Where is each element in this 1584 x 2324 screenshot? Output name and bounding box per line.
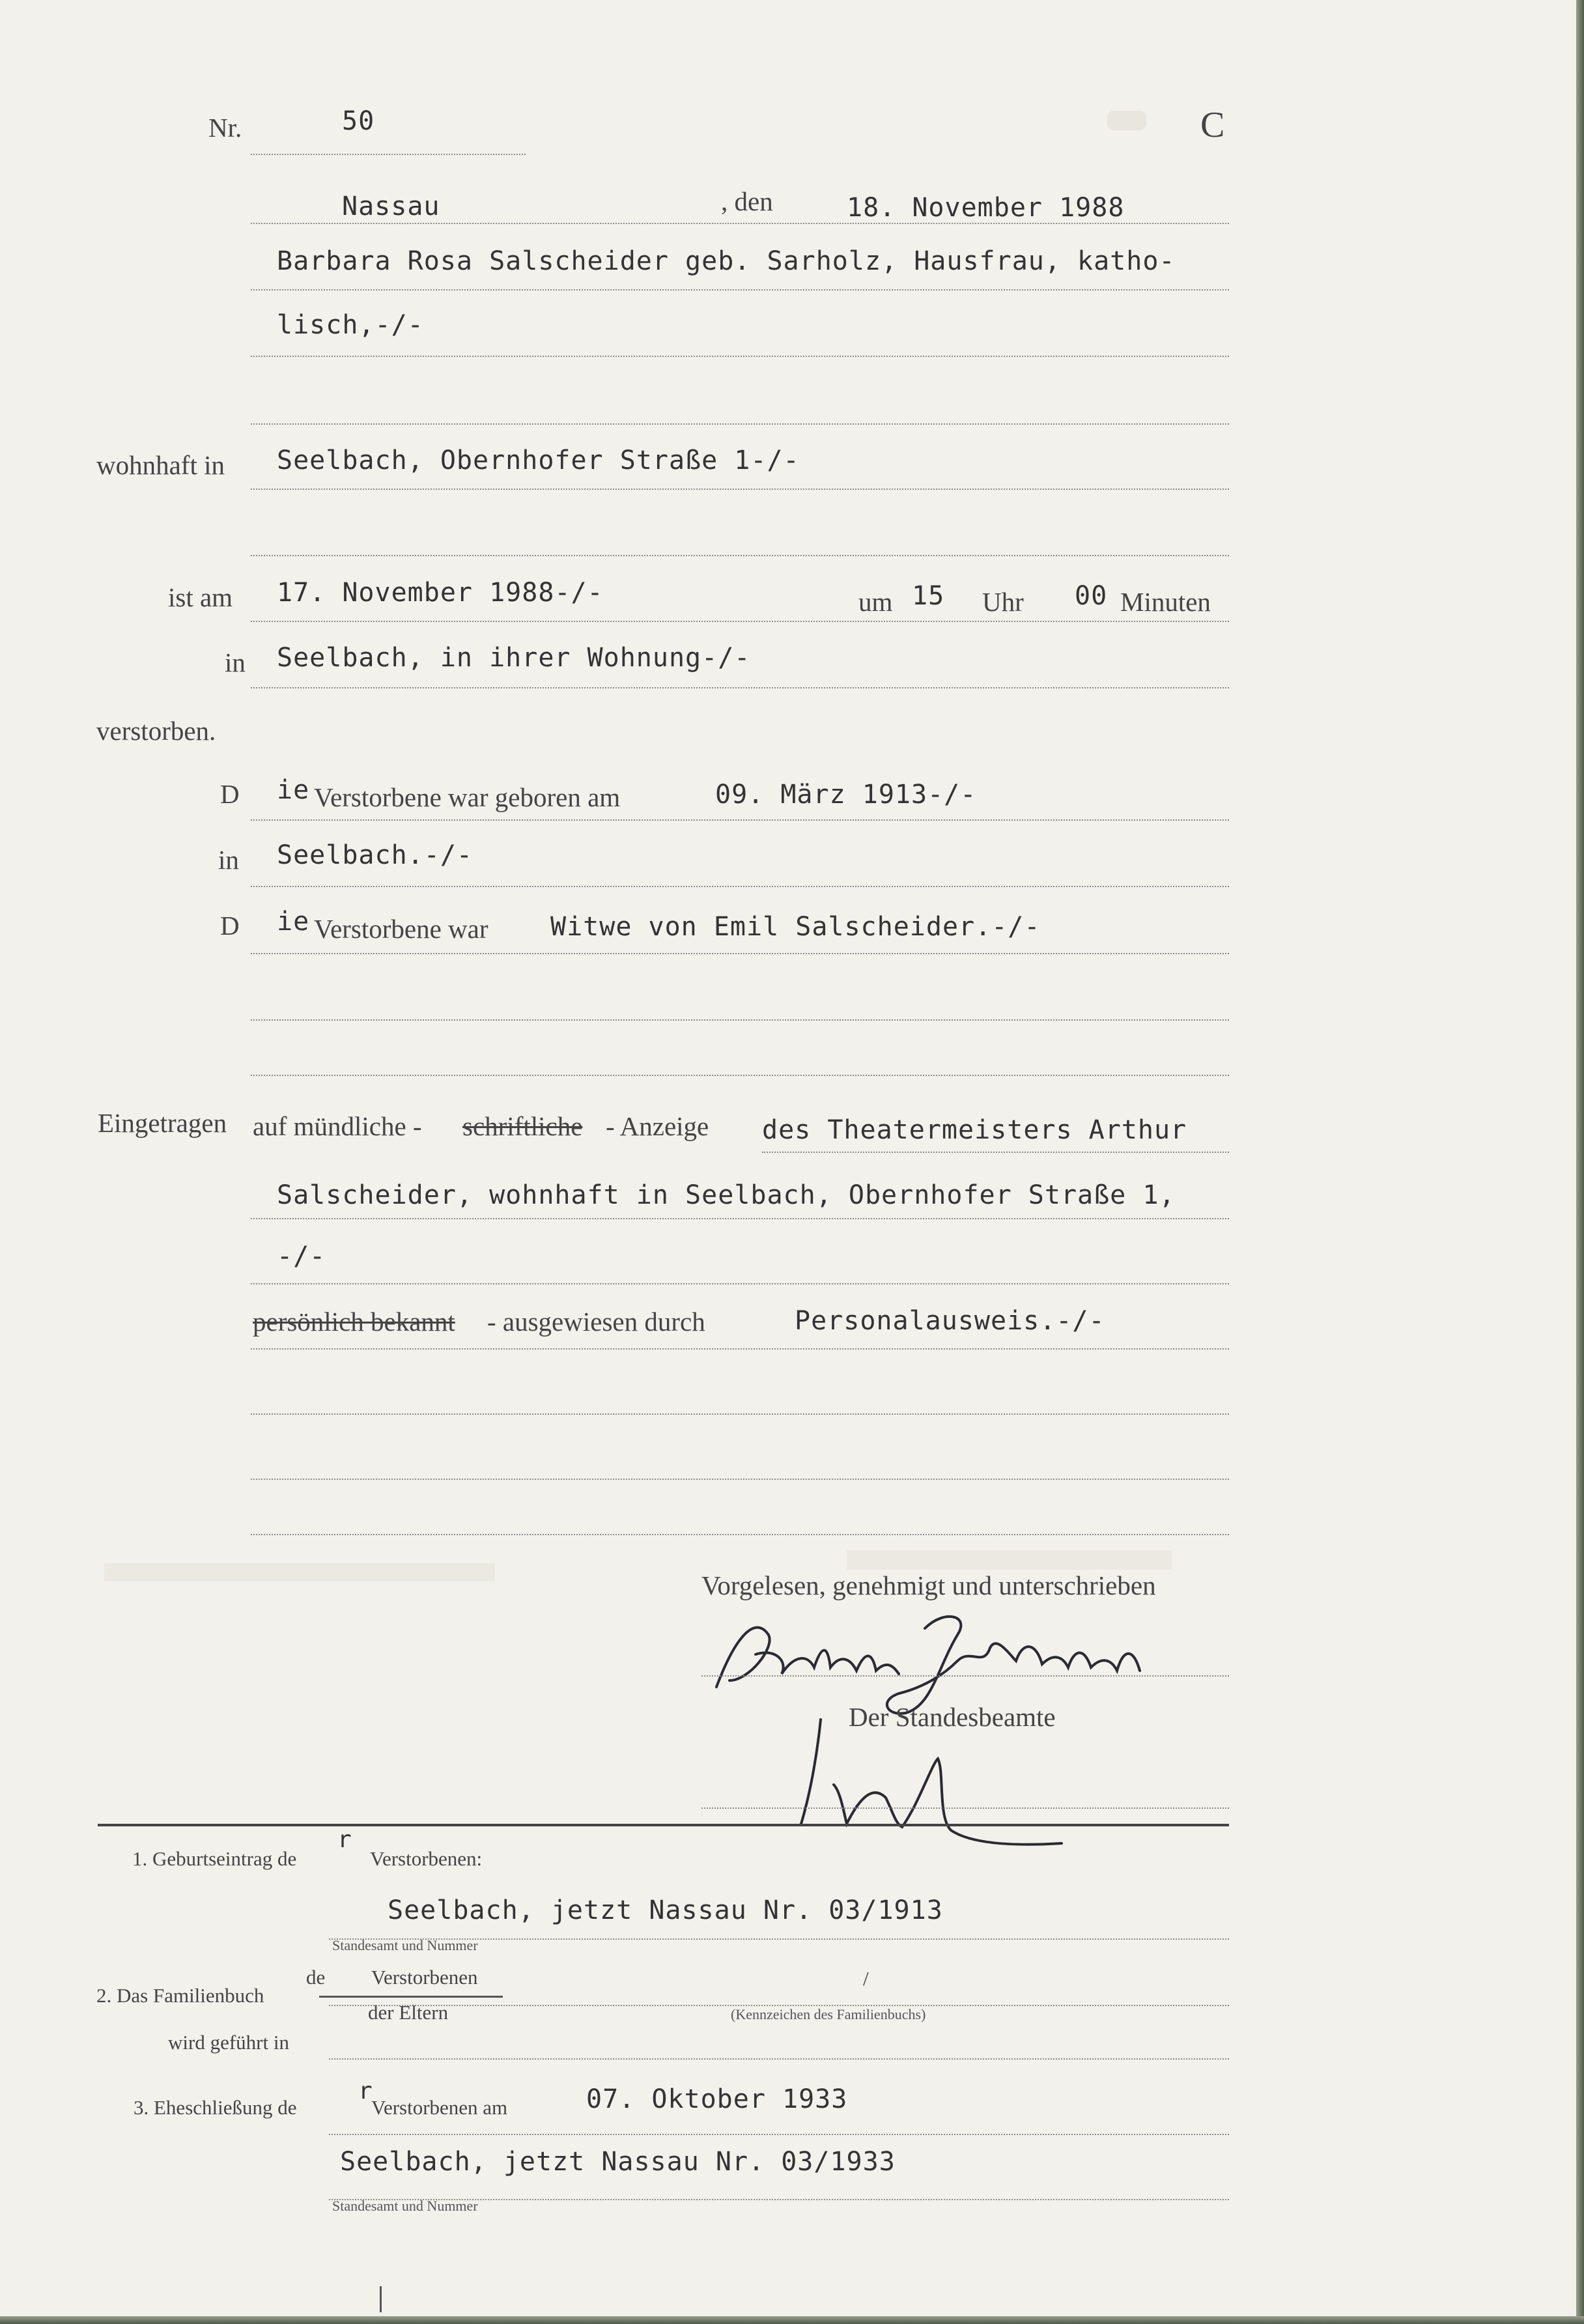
death-place-rule <box>251 687 1229 688</box>
schriftliche-struck: schriftliche <box>462 1111 583 1141</box>
minutes-value: 00 <box>1075 581 1108 611</box>
item3-rule <box>329 2134 1229 2135</box>
marital-value: Witwe von Emil Salscheider.-/- <box>550 912 1041 942</box>
informant-rule-2 <box>251 1218 1229 1219</box>
death-date-rule <box>251 621 1229 622</box>
residence-rule-2 <box>251 555 1229 556</box>
war-label: Verstorbene war <box>314 914 488 944</box>
binding-mark <box>380 2286 382 2312</box>
id-document-value: Personalausweis.-/- <box>795 1306 1105 1336</box>
registrar-signature <box>762 1713 1068 1856</box>
bleed-through-mark <box>1107 111 1146 130</box>
birth-place-rule <box>251 886 1229 887</box>
person-line-3-rule <box>251 423 1229 425</box>
item2-de: de <box>306 1966 326 1989</box>
informant-line-2: Salscheider, wohnhaft in Seelbach, Obernhofer Straße 1, <box>277 1180 1176 1210</box>
blank-rule-2 <box>251 1479 1229 1480</box>
informant-rule-1 <box>762 1152 1229 1153</box>
den-label: , den <box>721 186 773 216</box>
d-letter-2: D <box>220 911 240 941</box>
informant-line-3: -/- <box>277 1241 326 1271</box>
ausgewiesen-label: - ausgewiesen durch <box>487 1307 705 1337</box>
marital-rule-2 <box>251 1019 1229 1021</box>
item2-gefuehrt-label: wird geführt in <box>168 2031 289 2054</box>
marital-rule <box>251 953 1229 954</box>
item2-verstorbenen: Verstorbenen <box>371 1966 478 1989</box>
ie-suffix: ie <box>277 775 310 805</box>
item2-kennzeichen-caption: (Kennzeichen des Familienbuchs) <box>731 2006 926 2022</box>
standesbeamte-label: Der Standesbeamte <box>849 1702 1056 1732</box>
item3-date: 07. Oktober 1933 <box>586 2084 848 2114</box>
vorgelesen-text: Vorgelesen, genehmigt und unterschrieben <box>701 1570 1156 1600</box>
nr-label: Nr. <box>208 113 242 143</box>
person-line-2-rule <box>251 356 1229 357</box>
item1-value: Seelbach, jetzt Nassau Nr. 03/1913 <box>388 1895 943 1925</box>
residence-value: Seelbach, Obernhofer Straße 1-/- <box>277 446 800 475</box>
birth-place-value: Seelbach.-/- <box>277 840 473 870</box>
section-divider <box>98 1824 1229 1826</box>
birth-date-rule <box>251 819 1229 821</box>
person-line-1-rule <box>251 289 1229 290</box>
um-label: um <box>858 587 893 617</box>
bleed-through-mark <box>847 1550 1172 1570</box>
item3-suffix: Verstorbenen am <box>371 2096 508 2119</box>
marital-rule-3 <box>251 1075 1229 1076</box>
persoenlich-bekannt-struck: persönlich bekannt <box>253 1307 455 1337</box>
item2-fraction-bar <box>319 1996 503 1998</box>
death-date-value: 17. November 1988-/- <box>277 578 604 608</box>
section-letter: C <box>1200 105 1225 145</box>
in-label-2: in <box>218 845 239 875</box>
item1-superscript: r <box>337 1826 352 1853</box>
item2-rule-2 <box>329 2058 1229 2060</box>
nr-value: 50 <box>342 106 375 136</box>
item3-label: 3. Eheschließung de <box>134 2096 297 2119</box>
informant-line-1: des Theatermeisters Arthur <box>762 1115 1187 1145</box>
item1-suffix: Verstorbenen: <box>370 1847 483 1870</box>
birth-date-value: 09. März 1913-/- <box>715 780 977 810</box>
informant-signature-rule <box>701 1675 1229 1677</box>
uhr-label: Uhr <box>982 587 1024 617</box>
blank-rule-1 <box>251 1413 1229 1415</box>
residence-rule <box>251 489 1229 490</box>
nr-line <box>251 154 526 155</box>
person-line-2: lisch,-/- <box>277 310 424 340</box>
bleed-through-mark <box>104 1563 495 1581</box>
standesamt-nummer-caption-2: Standesamt und Nummer <box>332 2198 478 2214</box>
date-line <box>251 223 1229 224</box>
place-value: Nassau <box>342 191 440 221</box>
item3-superscript: r <box>358 2078 373 2104</box>
page-edge-right <box>1576 0 1584 2324</box>
date-value: 18. November 1988 <box>847 193 1125 223</box>
verstorben-label: verstorben. <box>96 716 216 746</box>
in-label: in <box>225 647 246 677</box>
hour-value: 15 <box>912 581 945 611</box>
ist-am-label: ist am <box>168 582 233 612</box>
standesamt-nummer-caption: Standesamt und Nummer <box>332 1937 478 1953</box>
item2-slash: / <box>863 1967 869 1990</box>
eingetragen-label: Eingetragen <box>98 1108 227 1138</box>
item2-eltern: der Eltern <box>368 2001 449 2024</box>
person-line-1: Barbara Rosa Salscheider geb. Sarholz, Hausfrau, katho- <box>277 246 1176 276</box>
item3-value: Seelbach, jetzt Nassau Nr. 03/1933 <box>340 2147 896 2177</box>
registrar-signature-rule <box>701 1807 1229 1809</box>
anzeige-label: - Anzeige <box>606 1111 709 1141</box>
auf-muendliche-label: auf mündliche - <box>253 1111 422 1141</box>
wohnhaft-label: wohnhaft in <box>96 450 225 480</box>
death-place-value: Seelbach, in ihrer Wohnung-/- <box>277 643 751 673</box>
minuten-label: Minuten <box>1120 587 1211 617</box>
blank-rule-3 <box>251 1534 1229 1535</box>
page-edge-bottom <box>0 2316 1584 2324</box>
informant-rule-3 <box>251 1283 1229 1284</box>
id-document-rule <box>251 1348 1229 1350</box>
d-letter: D <box>220 779 240 809</box>
item2-label: 2. Das Familienbuch <box>96 1984 264 2007</box>
geboren-label: Verstorbene war geboren am <box>314 782 621 812</box>
ie-suffix-2: ie <box>277 907 310 937</box>
item1-label: 1. Geburtseintrag de <box>132 1847 297 1870</box>
